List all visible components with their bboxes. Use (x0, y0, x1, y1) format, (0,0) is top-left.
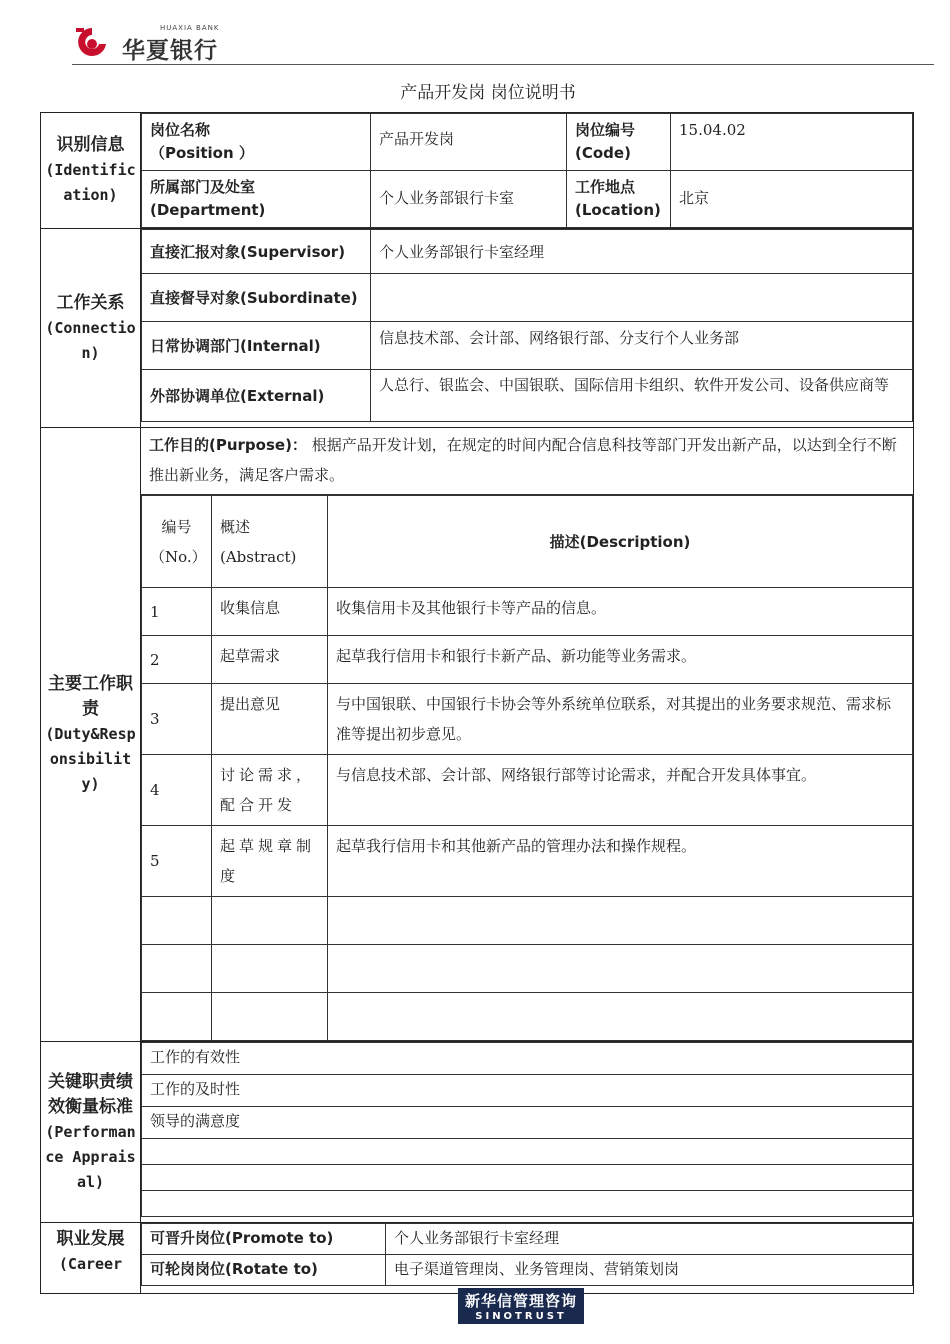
subordinate-value (371, 274, 913, 322)
col-abstract-header: 概述(Abstract) (212, 496, 328, 588)
duty-desc: 与信息技术部、会计部、网络银行部等讨论需求，并配合开发具体事宜。 (328, 755, 913, 826)
code-label-en: (Code) (575, 144, 631, 162)
huaxia-bank-logo-icon (72, 24, 112, 60)
identification-section (41, 113, 914, 229)
col-description-header: 描述(Description) (328, 496, 913, 588)
header-divider (72, 64, 934, 65)
duty-row-empty (142, 993, 913, 1041)
department-value: 个人业务部银行卡室 (371, 171, 567, 228)
external-value: 人总行、银监会、中国银联、国际信用卡组织、软件开发公司、设备供应商等 (371, 370, 913, 422)
rotate-label: 可轮岗岗位(Rotate to) (142, 1255, 386, 1286)
performance-item: 工作的及时性 (142, 1075, 913, 1107)
career-label: 职业发展 (56, 1229, 125, 1249)
identification-label: 识别信息 (56, 135, 125, 155)
performance-label: 关键职责绩效衡量标准 (48, 1071, 133, 1117)
duty-no: 4 (142, 755, 212, 826)
location-label-en: (Location) (575, 201, 661, 219)
career-section (41, 1223, 914, 1294)
promote-value: 个人业务部银行卡室经理 (386, 1224, 913, 1255)
position-label: 岗位名称 (150, 121, 211, 139)
col-no-header: 编号（No.） (142, 496, 212, 588)
job-description-table (40, 112, 914, 1294)
performance-item (142, 1165, 913, 1191)
location-value: 北京 (671, 171, 913, 228)
duty-row (142, 755, 913, 826)
duty-desc: 收集信用卡及其他银行卡等产品的信息。 (328, 588, 913, 636)
duty-no: 3 (142, 684, 212, 755)
location-label: 工作地点 (575, 178, 636, 196)
bank-name-en: HUAXIA BANK (160, 24, 220, 32)
duty-desc: 起草我行信用卡和其他新产品的管理办法和操作规程。 (328, 826, 913, 897)
rotate-value: 电子渠道管理岗、业务管理岗、营销策划岗 (386, 1255, 913, 1286)
duty-abstract: 收集信息 (212, 588, 328, 636)
subordinate-label: 直接督导对象(Subordinate) (142, 274, 371, 322)
code-value: 15.04.02 (671, 114, 913, 171)
department-label-en: (Department) (150, 201, 266, 219)
performance-item (142, 1191, 913, 1217)
duty-abstract: 起草需求 (212, 636, 328, 684)
department-label: 所属部门及处室 (150, 178, 256, 196)
performance-item: 领导的满意度 (142, 1107, 913, 1139)
external-label: 外部协调单位(External) (142, 370, 371, 422)
purpose-block (141, 428, 913, 495)
document-title: 产品开发岗 岗位说明书 (400, 83, 576, 103)
internal-label: 日常协调部门(Internal) (142, 322, 371, 370)
duty-abstract: 讨论需求，配合开发 (212, 755, 328, 826)
promote-label: 可晋升岗位(Promote to) (142, 1224, 386, 1255)
duty-abstract: 起草规章制度 (212, 826, 328, 897)
duties-label: 主要工作职责 (48, 674, 133, 719)
duty-desc: 与中国银联、中国银行卡协会等外系统单位联系，对其提出的业务要求规范、需求标准等提出初步意见。 (328, 684, 913, 755)
duty-abstract: 提出意见 (212, 684, 328, 755)
career-label-en: (Career (58, 1255, 123, 1273)
duty-no: 1 (142, 588, 212, 636)
performance-item (142, 1139, 913, 1165)
identification-label-en: (Identification) (45, 161, 136, 204)
relations-section (41, 229, 914, 428)
purpose-label: 工作目的(Purpose)： (149, 436, 307, 454)
duty-row (142, 684, 913, 755)
duties-label-en: (Duty&Responsibility) (45, 725, 136, 793)
supervisor-value: 个人业务部银行卡室经理 (371, 230, 913, 274)
relations-label-en: (Connection) (45, 318, 136, 362)
duty-row (142, 636, 913, 684)
duty-row (142, 826, 913, 897)
purpose-text: 根据产品开发计划，在规定的时间内配合信息科技等部门开发出新产品，以达到全行不断推出新业务，满足客户需求。 (149, 436, 897, 484)
position-value: 产品开发岗 (371, 114, 567, 171)
duty-row-empty (142, 945, 913, 993)
position-label-en: （Position ） (150, 144, 254, 162)
performance-label-en: (Performance Appraisal) (45, 1122, 136, 1191)
duties-table (141, 495, 913, 1041)
performance-item: 工作的有效性 (142, 1043, 913, 1075)
duty-desc: 起草我行信用卡和银行卡新产品、新功能等业务需求。 (328, 636, 913, 684)
relations-label: 工作关系 (56, 292, 125, 313)
duty-row (142, 588, 913, 636)
code-label: 岗位编号 (575, 121, 636, 139)
supervisor-label: 直接汇报对象(Supervisor) (142, 230, 371, 274)
consult-name-cn: 新华信管理咨询 (464, 1292, 577, 1310)
bank-name-cn: 华夏银行 (122, 38, 218, 64)
duty-no: 2 (142, 636, 212, 684)
performance-section (41, 1042, 914, 1223)
duty-no: 5 (142, 826, 212, 897)
consult-name-en: SINOTRUST (475, 1311, 567, 1322)
sinotrust-logo (458, 1288, 584, 1324)
duty-row-empty (142, 897, 913, 945)
duties-section (41, 428, 914, 1042)
internal-value: 信息技术部、会计部、网络银行部、分支行个人业务部 (371, 322, 913, 370)
